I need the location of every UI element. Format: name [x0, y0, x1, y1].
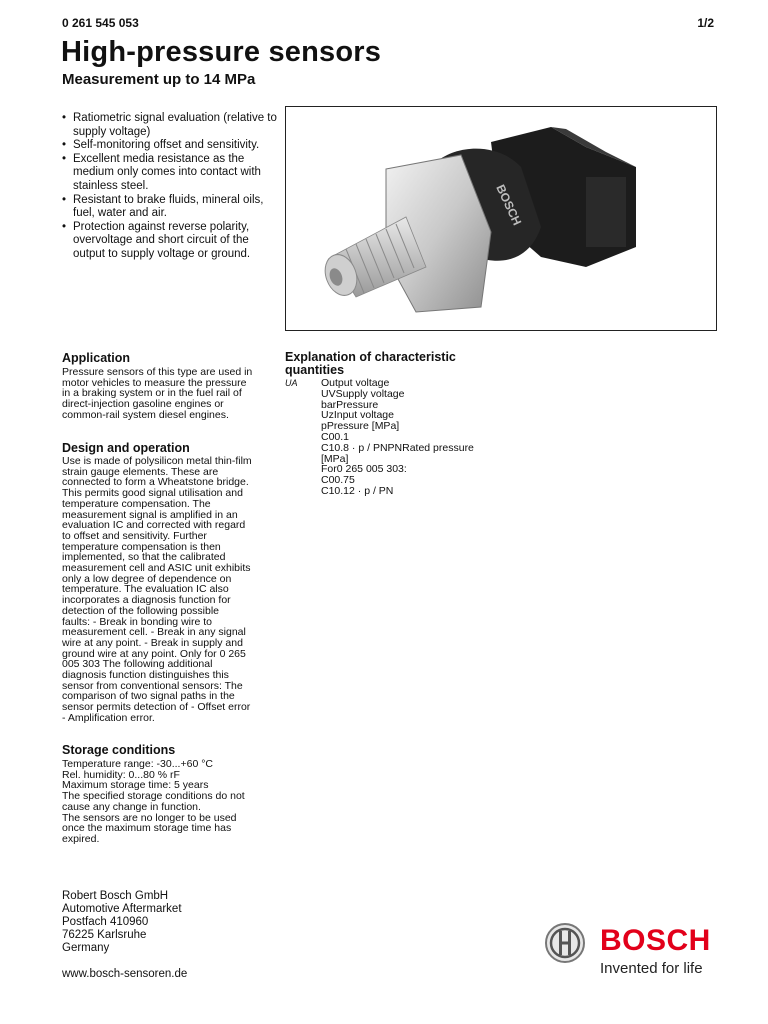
company-address: Robert Bosch GmbH Automotive Aftermarket Postfach 410960 76225 Karlsruhe Germany	[62, 890, 182, 955]
section-heading-explanation: Explanation of characteristic quantities	[285, 350, 456, 377]
page-number: 1/2	[697, 16, 714, 30]
page-subtitle: Measurement up to 14 MPa	[62, 71, 256, 88]
section-heading-application: Application	[62, 351, 131, 365]
product-marking: BOSCH	[493, 182, 525, 228]
application-text: Pressure sensors of this type are used in motor vehicles to measure the pressure in a braking system or in the fuel rail of direct-injection gasoline engines or common-rail system diesel engines.	[62, 366, 253, 421]
storage-text: Temperature range: -30...+60 °C Rel. humidity: 0...80 % rF Maximum storage time: 5 years The specified storage conditions do not cause any change in function. The sensors are no longer to be used once the maximum storage time has expired.	[62, 758, 245, 845]
feature-list	[62, 112, 277, 262]
bosch-armature-icon	[544, 922, 586, 964]
section-heading-design: Design and operation	[62, 441, 190, 455]
tagline: Invented for life	[600, 960, 703, 977]
feature-item: • Self-monitoring offset and sensitivity.	[62, 139, 260, 152]
bosch-logo-text: BOSCH	[600, 924, 711, 957]
section-heading-storage: Storage conditions	[62, 743, 176, 757]
design-text: Use is made of polysilicon metal thin-film strain gauge elements. These are connected to form a Wheatstone bridge. This permits good signal utilisation and temperature compensation. The measurement signal is amplified in an evaluation IC and corrected with regard to offset and sensitivity. Further temperature compensation is then implemented, so that the calibrated measurement cell and ASIC unit exhibits only a low degree of dependence on temperature. The evaluation IC also incorporates a diagnosis function for detection of the following possible faults: - Break in bonding wire to measurement cell. - Break in any signal wire at any point. - Break in supply and ground wire at any point. Only for 0 265 005 303 The following additional diagnosis function distinguishes this sensor from conventional sensors: The comparison of two signal paths in the sensor permits detection of - Offset error - Amplification error.	[62, 455, 252, 724]
symbol-label: UA	[285, 378, 298, 388]
feature-item: • Ratiometric signal evaluation (relative to supply voltage)	[62, 112, 277, 138]
feature-item: • Resistant to brake fluids, mineral oils, fuel, water and air.	[62, 193, 264, 220]
document-number: 0 261 545 053	[62, 16, 139, 30]
website-link[interactable]: www.bosch-sensoren.de	[62, 968, 188, 980]
feature-item: • Excellent media resistance as the medium only comes into contact with stainless steel.	[62, 152, 261, 192]
product-photo	[285, 106, 717, 331]
feature-item: • Protection against reverse polarity, overvoltage and short circuit of the output to supply voltage or ground.	[62, 220, 251, 260]
page-title: High-pressure sensors	[61, 36, 382, 68]
